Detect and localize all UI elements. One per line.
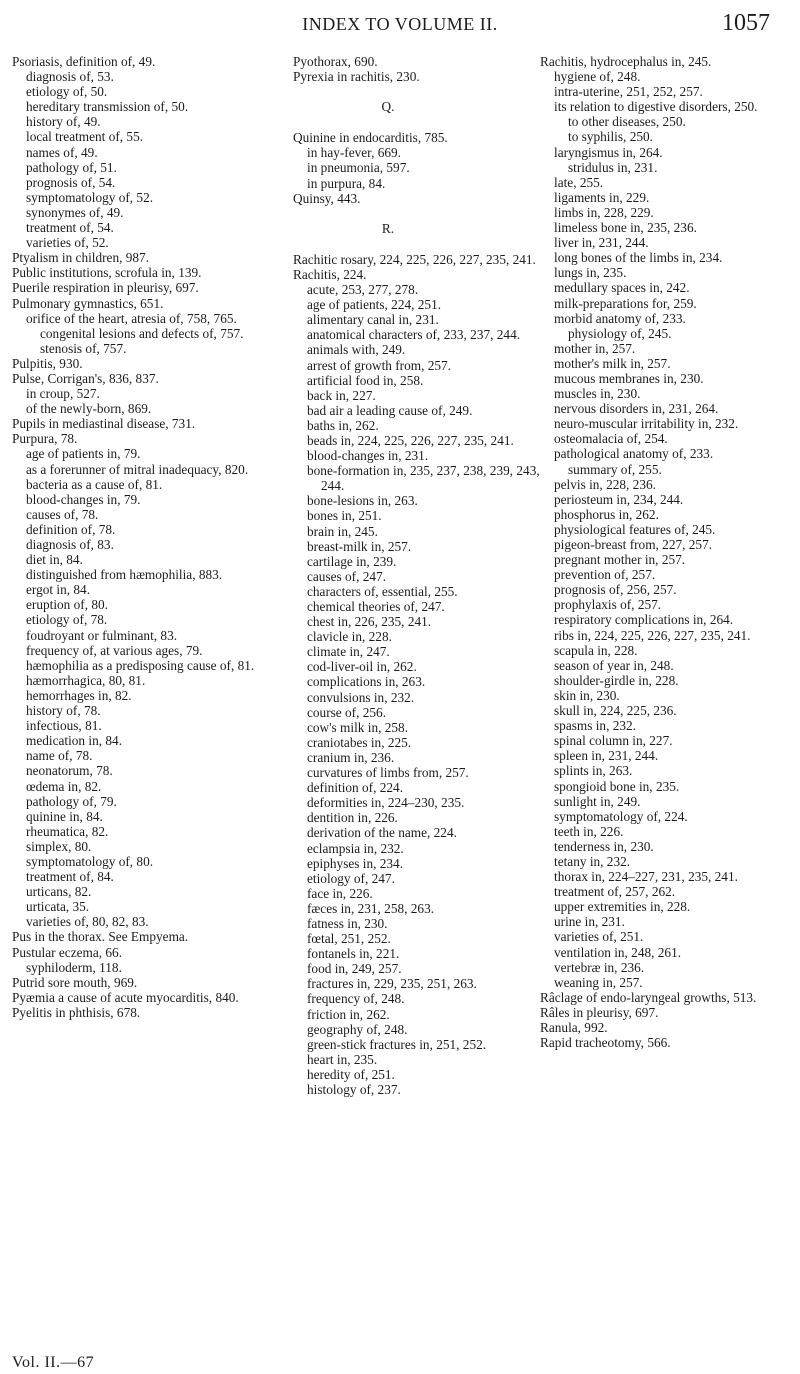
index-subentry: tenderness in, 230.	[554, 838, 654, 854]
index-entry: Pyelitis in phthisis, 678.	[12, 1004, 141, 1020]
index-subentry: limeless bone in, 235, 236.	[554, 220, 697, 236]
index-subentry: its relation to digestive disorders, 250.	[554, 99, 758, 115]
index-subentry: definition of, 224.	[307, 780, 404, 796]
index-subentry: heredity of, 251.	[307, 1066, 395, 1082]
index-entry: Rachitis, hydrocephalus in, 245.	[540, 54, 712, 69]
index-subentry: long bones of the limbs in, 234.	[554, 250, 723, 266]
index-subentry: ergot in, 84.	[26, 582, 91, 598]
index-subentry: medication in, 84.	[26, 733, 123, 749]
index-subentry: chemical theories of, 247.	[307, 599, 445, 614]
index-subentry: treatment of, 84.	[26, 869, 114, 885]
index-subentry: prevention of, 257.	[554, 567, 656, 583]
index-subentry: mother in, 257.	[554, 340, 636, 356]
index-subentry: fractures in, 229, 235, 251, 263.	[307, 976, 477, 992]
index-subentry: bone-formation in, 235, 237, 238, 239, 243, 244.	[307, 463, 540, 494]
index-subentry: tetany in, 232.	[554, 853, 631, 869]
index-subentry: nervous disorders in, 231, 264.	[554, 401, 719, 417]
index-subentry: causes of, 78.	[26, 506, 99, 522]
index-entry: Quinine in endocarditis, 785.	[293, 130, 448, 146]
index-subentry: acute, 253, 277, 278.	[307, 282, 419, 298]
index-subentry: characters of, essential, 255.	[307, 583, 458, 599]
index-subentry: summary of, 255.	[568, 461, 662, 477]
index-subentry: fatness in, 230.	[307, 915, 388, 931]
index-subentry: congenital lesions and defects of, 757.	[40, 325, 244, 341]
index-subentry: intra-uterine, 251, 252, 257.	[554, 84, 703, 100]
index-subentry: friction in, 262.	[307, 1006, 390, 1022]
index-subentry: eclampsia in, 232.	[307, 840, 404, 856]
index-subentry: weaning in, 257.	[554, 974, 643, 990]
index-entry: Quinsy, 443.	[293, 190, 361, 206]
index-subentry: climate in, 247.	[307, 644, 390, 660]
index-column-2	[293, 54, 548, 1097]
index-subentry: prognosis of, 256, 257.	[554, 582, 677, 598]
index-subentry: history of, 49.	[26, 114, 101, 130]
index-entry: Pupils in mediastinal disease, 731.	[12, 416, 196, 432]
index-subentry: prophylaxis of, 257.	[554, 597, 662, 613]
index-subentry: physiological features of, 245.	[554, 521, 716, 537]
index-subentry: hemorrhages in, 82.	[26, 687, 132, 703]
index-subentry: ventilation in, 248, 261.	[554, 944, 682, 960]
index-subentry: treatment of, 257, 262.	[554, 884, 676, 900]
index-subentry: blood-changes in, 231.	[307, 448, 429, 464]
index-subentry: frequency of, 248.	[307, 991, 405, 1007]
index-subentry: diagnosis of, 83.	[26, 537, 114, 552]
index-subentry: fontanels in, 221.	[307, 946, 400, 962]
section-letter-heading: Q.	[381, 99, 395, 115]
index-entry: Ptyalism in children, 987.	[12, 250, 150, 266]
index-subentry: etiology of, 50.	[26, 84, 108, 100]
index-subentry: alimentary canal in, 231.	[307, 312, 439, 328]
index-subentry: epiphyses in, 234.	[307, 855, 404, 871]
index-subentry: cartilage in, 239.	[307, 553, 397, 569]
index-subentry: infectious, 81.	[26, 718, 102, 734]
index-subentry: of the newly-born, 869.	[26, 401, 152, 417]
index-subentry: muscles in, 230.	[554, 386, 641, 402]
index-entry: Pyothorax, 690.	[293, 54, 378, 69]
index-subentry: stridulus in, 231.	[568, 159, 658, 175]
index-entry: Public institutions, scrofula in, 139.	[12, 265, 202, 281]
index-subentry: artificial food in, 258.	[307, 372, 424, 388]
index-subentry: late, 255.	[554, 174, 604, 190]
index-subentry: medullary spaces in, 242.	[554, 280, 690, 296]
index-entry: Purpura, 78.	[12, 431, 78, 447]
index-subentry: to syphilis, 250.	[568, 129, 653, 145]
index-subentry: arrest of growth from, 257.	[307, 357, 452, 373]
index-subentry: urticata, 35.	[26, 899, 90, 915]
index-subentry: local treatment of, 55.	[26, 129, 144, 145]
index-subentry: hæmophilia as a predisposing cause of, 81.	[26, 657, 255, 673]
index-subentry: vertebræ in, 236.	[554, 959, 645, 975]
index-subentry: in pneumonia, 597.	[307, 160, 410, 176]
index-subentry: chest in, 226, 235, 241.	[307, 614, 432, 630]
index-subentry: thorax in, 224–227, 231, 235, 241.	[554, 869, 738, 885]
index-subentry: shoulder-girdle in, 228.	[554, 672, 679, 688]
index-subentry: course of, 256.	[307, 704, 387, 720]
index-subentry: symptomatology of, 80.	[26, 853, 154, 869]
index-subentry: foudroyant or fulminant, 83.	[26, 627, 178, 643]
index-subentry: ribs in, 224, 225, 226, 227, 235, 241.	[554, 627, 751, 643]
index-subentry: upper extremities in, 228.	[554, 899, 691, 915]
index-subentry: orifice of the heart, atresia of, 758, 765.	[26, 310, 237, 326]
index-subentry: spongioid bone in, 235.	[554, 778, 680, 794]
index-subentry: pathology of, 79.	[26, 793, 117, 809]
index-subentry: sunlight in, 249.	[554, 793, 641, 809]
index-subentry: osteomalacia of, 254.	[554, 431, 668, 447]
index-subentry: bacteria as a cause of, 81.	[26, 476, 163, 492]
index-subentry: deformities in, 224–230, 235.	[307, 795, 465, 811]
index-subentry: respiratory complications in, 264.	[554, 612, 734, 628]
index-subentry: mucous membranes in, 230.	[554, 370, 704, 386]
index-subentry: frequency of, at various ages, 79.	[26, 642, 203, 658]
index-entry: Rachitis, 224.	[293, 266, 367, 282]
index-entry: Rachitic rosary, 224, 225, 226, 227, 235, 241.	[293, 251, 536, 267]
index-subentry: mother's milk in, 257.	[554, 355, 671, 371]
index-subentry: teeth in, 226.	[554, 823, 624, 839]
index-subentry: spasms in, 232.	[554, 718, 637, 734]
index-subentry: milk-preparations for, 259.	[554, 295, 697, 311]
index-subentry: scapula in, 228.	[554, 642, 638, 658]
index-entry: Pyæmia a cause of acute myocarditis, 840.	[12, 989, 239, 1005]
index-subentry: morbid anatomy of, 233.	[554, 310, 686, 326]
index-subentry: splints in, 263.	[554, 763, 633, 779]
index-subentry: causes of, 247.	[307, 568, 387, 584]
index-subentry: urine in, 231.	[554, 914, 625, 930]
index-subentry: hæmorrhagica, 80, 81.	[26, 672, 146, 688]
index-subentry: varieties of, 251.	[554, 929, 644, 945]
index-subentry: in hay-fever, 669.	[307, 145, 401, 161]
index-subentry: fæces in, 231, 258, 263.	[307, 900, 435, 916]
index-subentry: heart in, 235.	[307, 1051, 378, 1067]
index-subentry: skull in, 224, 225, 236.	[554, 703, 677, 719]
index-subentry: laryngismus in, 264.	[554, 144, 663, 160]
index-subentry: geography of, 248.	[307, 1021, 408, 1037]
index-subentry: curvatures of limbs from, 257.	[307, 765, 469, 781]
index-subentry: age of patients, 224, 251.	[307, 297, 442, 313]
index-entry: Râclage of endo-laryngeal growths, 513.	[540, 989, 757, 1005]
index-subentry: distinguished from hæmophilia, 883.	[26, 567, 223, 583]
section-letter-heading: R.	[381, 220, 395, 236]
index-subentry: cod-liver-oil in, 262.	[307, 659, 417, 675]
index-subentry: green-stick fractures in, 251, 252.	[307, 1036, 487, 1052]
index-entry: Pulpitis, 930.	[12, 355, 83, 371]
index-subentry: anatomical characters of, 233, 237, 244.	[307, 327, 521, 343]
index-subentry: synonymes of, 49.	[26, 204, 124, 220]
index-subentry: varieties of, 52.	[26, 235, 109, 251]
index-subentry: physiology of, 245.	[568, 325, 672, 341]
index-subentry: spleen in, 231, 244.	[554, 748, 659, 764]
index-subentry: blood-changes in, 79.	[26, 491, 141, 507]
index-subentry: etiology of, 78.	[26, 612, 108, 628]
index-subentry: histology of, 237.	[307, 1082, 401, 1097]
index-subentry: phosphorus in, 262.	[554, 506, 659, 522]
index-entry: Ranula, 992.	[540, 1020, 608, 1035]
index-column-3	[540, 54, 795, 1050]
index-subentry: derivation of the name, 224.	[307, 825, 457, 841]
index-entry: Puerile respiration in pleurisy, 697.	[12, 280, 199, 296]
index-subentry: animals with, 249.	[307, 342, 406, 358]
index-subentry: to other diseases, 250.	[568, 114, 686, 130]
index-subentry: urticans, 82.	[26, 884, 92, 900]
index-subentry: pathology of, 51.	[26, 159, 117, 175]
index-subentry: eruption of, 80.	[26, 597, 108, 613]
index-subentry: fœtal, 251, 252.	[307, 931, 391, 947]
index-subentry: symptomatology of, 224.	[554, 808, 688, 824]
index-subentry: neonatorum, 78.	[26, 763, 113, 779]
index-subentry: in purpura, 84.	[307, 175, 386, 191]
index-subentry: œdema in, 82.	[26, 778, 102, 794]
index-subentry: limbs in, 228, 229.	[554, 204, 654, 220]
index-subentry: syphiloderm, 118.	[26, 959, 122, 975]
index-entry: Pulmonary gymnastics, 651.	[12, 295, 164, 311]
index-subentry: liver in, 231, 244.	[554, 235, 649, 251]
index-subentry: back in, 227.	[307, 387, 376, 403]
index-subentry: name of, 78.	[26, 748, 93, 764]
index-entry: Pyrexia in rachitis, 230.	[293, 69, 420, 85]
index-entry: Pulse, Corrigan's, 836, 837.	[12, 370, 159, 386]
index-subentry: symptomatology of, 52.	[26, 189, 154, 205]
index-subentry: quinine in, 84.	[26, 808, 103, 824]
index-subentry: craniotabes in, 225.	[307, 734, 412, 750]
index-subentry: pelvis in, 228, 236.	[554, 476, 656, 492]
index-subentry: treatment of, 54.	[26, 220, 114, 236]
index-subentry: simplex, 80.	[26, 838, 92, 854]
index-subentry: baths in, 262.	[307, 417, 379, 433]
index-subentry: beads in, 224, 225, 226, 227, 235, 241.	[307, 432, 514, 448]
index-entry: Rapid tracheotomy, 566.	[540, 1035, 671, 1051]
index-entry: Putrid sore mouth, 969.	[12, 974, 138, 990]
index-subentry: names of, 49.	[26, 144, 98, 160]
index-subentry: clavicle in, 228.	[307, 629, 392, 645]
index-subentry: in croup, 527.	[26, 386, 100, 402]
index-subentry: history of, 78.	[26, 703, 101, 719]
index-subentry: as a forerunner of mitral inadequacy, 820.	[26, 461, 249, 477]
index-subentry: pathological anatomy of, 233.	[554, 446, 714, 462]
index-subentry: etiology of, 247.	[307, 870, 395, 886]
page-number: 1057	[722, 10, 770, 36]
index-subentry: varieties of, 80, 82, 83.	[26, 914, 149, 930]
index-subentry: hereditary transmission of, 50.	[26, 99, 189, 115]
index-subentry: definition of, 78.	[26, 521, 116, 537]
index-column-1	[12, 54, 267, 1020]
index-subentry: lungs in, 235.	[554, 265, 627, 281]
index-subentry: breast-milk in, 257.	[307, 538, 412, 554]
index-subentry: skin in, 230.	[554, 687, 620, 703]
page-header	[0, 6, 800, 40]
index-subentry: ligaments in, 229.	[554, 189, 650, 205]
index-subentry: dentition in, 226.	[307, 810, 398, 826]
index-subentry: neuro-muscular irritability in, 232.	[554, 416, 739, 432]
index-subentry: hygiene of, 248.	[554, 69, 641, 85]
index-subentry: convulsions in, 232.	[307, 689, 415, 705]
index-subentry: diagnosis of, 53.	[26, 69, 114, 85]
index-subentry: age of patients in, 79.	[26, 446, 141, 462]
index-entry: Râles in pleurisy, 697.	[540, 1004, 659, 1020]
index-subentry: prognosis of, 54.	[26, 174, 116, 190]
index-entry: Pus in the thorax. See Empyema.	[12, 929, 189, 945]
index-subentry: diet in, 84.	[26, 552, 83, 568]
index-entry: Pustular eczema, 66.	[12, 944, 123, 960]
index-subentry: spinal column in, 227.	[554, 733, 673, 749]
index-subentry: food in, 249, 257.	[307, 961, 402, 977]
index-subentry: pigeon-breast from, 227, 257.	[554, 537, 713, 552]
index-subentry: bad air a leading cause of, 249.	[307, 402, 473, 418]
index-subentry: brain in, 245.	[307, 523, 378, 539]
index-subentry: rheumatica, 82.	[26, 823, 109, 839]
running-title: INDEX TO VOLUME II.	[302, 14, 498, 34]
volume-footer: Vol. II.—67	[12, 1354, 95, 1371]
index-subentry: pregnant mother in, 257.	[554, 552, 686, 568]
index-entry: Psoriasis, definition of, 49.	[12, 54, 156, 69]
index-subentry: bones in, 251.	[307, 508, 382, 524]
index-subentry: bone-lesions in, 263.	[307, 493, 418, 509]
index-subentry: face in, 226.	[307, 885, 373, 901]
index-subentry: periosteum in, 234, 244.	[554, 491, 684, 507]
index-subentry: season of year in, 248.	[554, 657, 674, 673]
index-subentry: cow's milk in, 258.	[307, 719, 409, 735]
index-subentry: complications in, 263.	[307, 674, 426, 690]
index-subentry: stenosis of, 757.	[40, 340, 127, 356]
index-subentry: cranium in, 236.	[307, 749, 395, 765]
